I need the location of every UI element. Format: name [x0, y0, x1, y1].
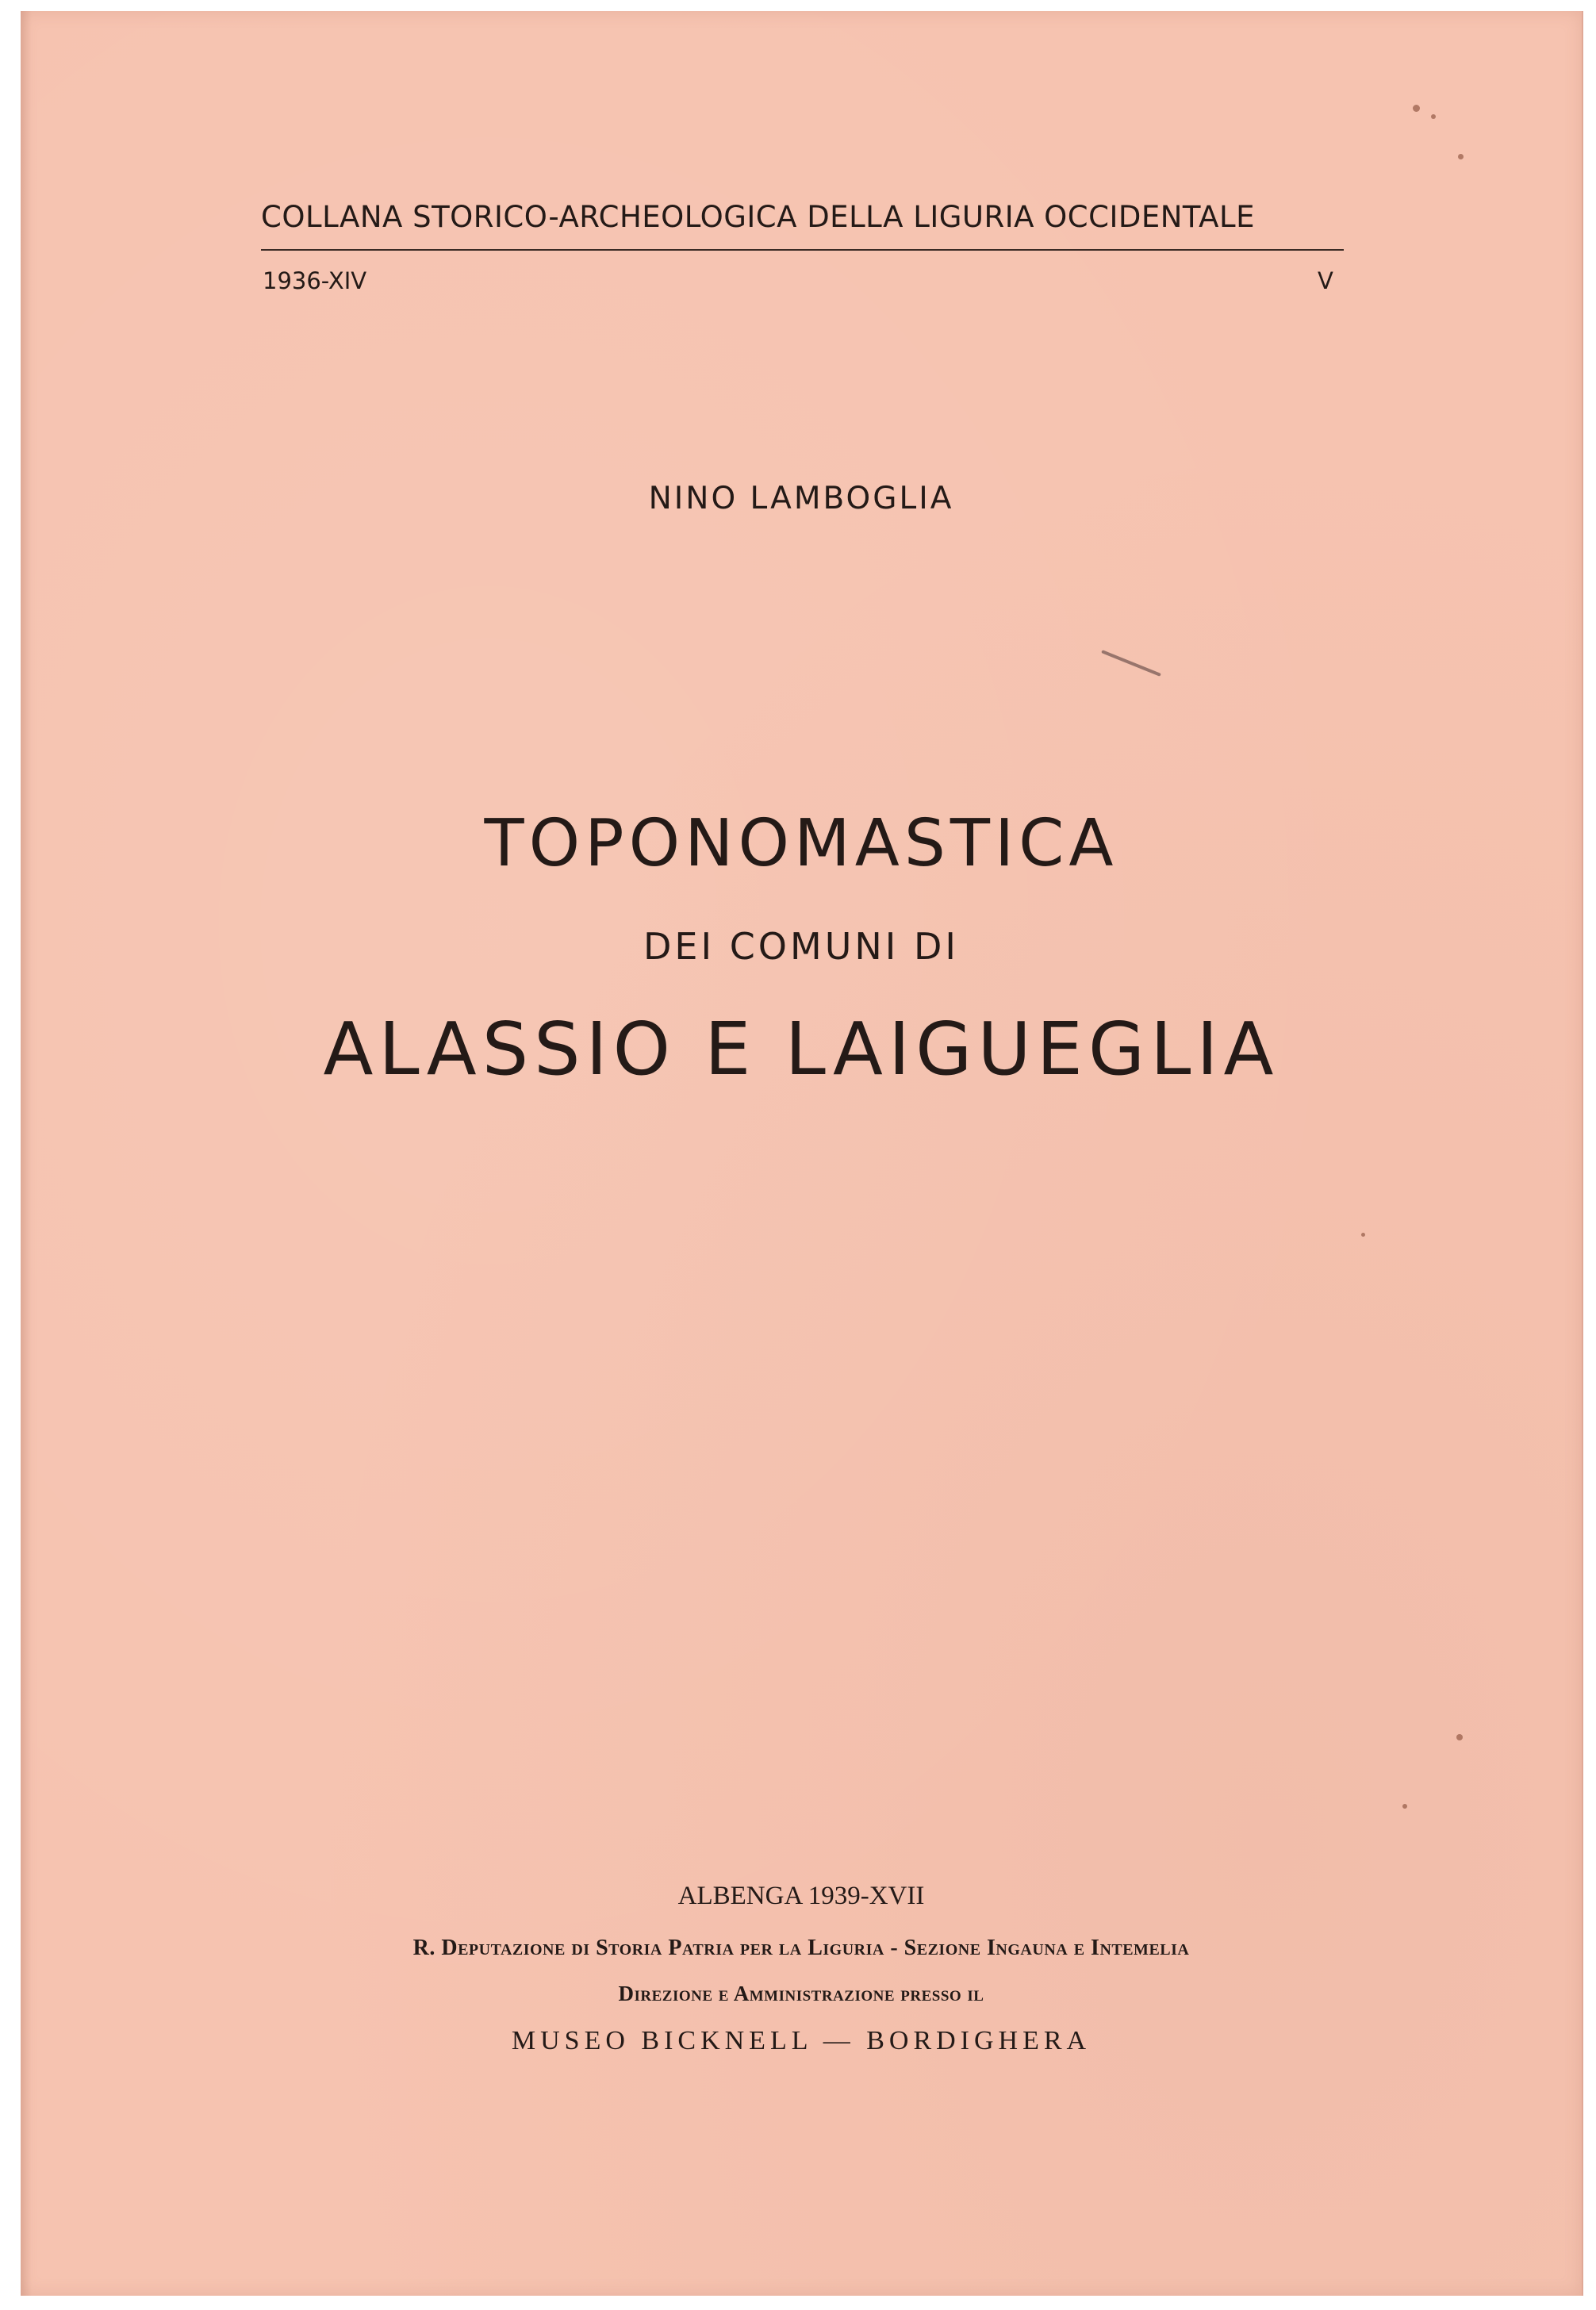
foxing-spot [1431, 114, 1436, 119]
title-line-1: TOPONOMASTICA [484, 806, 1118, 881]
foxing-spot [1361, 1233, 1365, 1237]
paper-scratch [1101, 650, 1161, 677]
title-line-2: DEI COMUNI DI [643, 925, 959, 968]
series-year: 1936-XIV [263, 267, 367, 294]
series-divider [261, 249, 1344, 251]
imprint-publisher: R. Deputazione di Storia Patria per la Liguria - Sezione Ingauna e Intemelia [412, 1936, 1190, 1960]
imprint-place-year: ALBENGA 1939-XVII [677, 1882, 925, 1910]
author-name: NINO LAMBOGLIA [648, 481, 954, 516]
book-cover [21, 11, 1583, 2296]
title-line-3: ALASSIO E LAIGUEGLIA [323, 1007, 1279, 1092]
foxing-spot [1402, 1804, 1407, 1809]
series-title: COLLANA STORICO-ARCHEOLOGICA DELLA LIGURIA OCCIDENTALE [261, 200, 1255, 234]
series-volume: V [1318, 267, 1333, 294]
imprint-location: MUSEO BICKNELL — BORDIGHERA [511, 2026, 1091, 2055]
foxing-spot [1458, 154, 1464, 159]
imprint-direction: Direzione e Amministrazione presso il [618, 1982, 984, 2005]
foxing-spot [1456, 1734, 1463, 1740]
foxing-spot [1413, 105, 1420, 112]
